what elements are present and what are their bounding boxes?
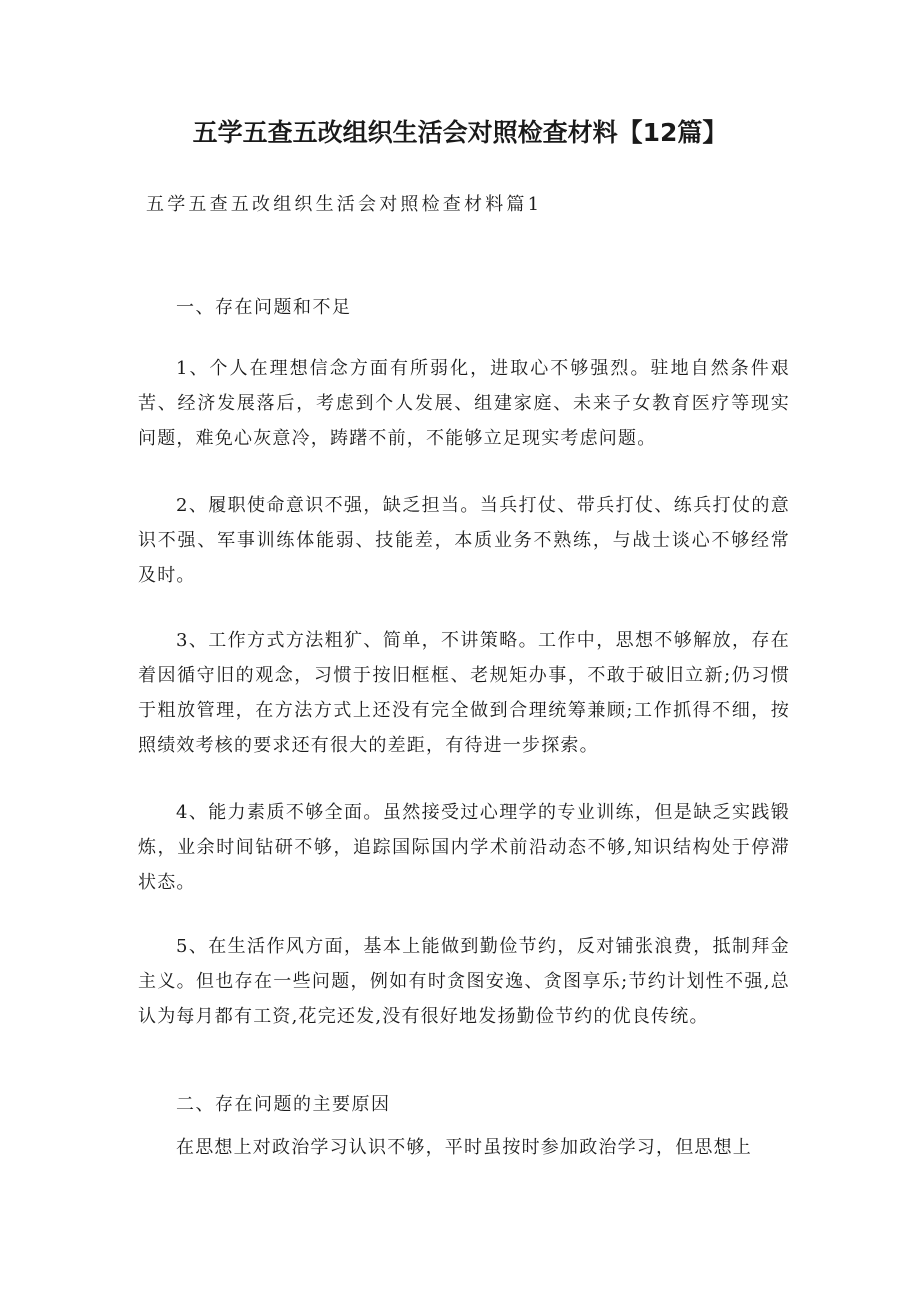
document-subtitle: 五学五查五改组织生活会对照检查材料篇1 <box>146 194 543 215</box>
paragraph-1: 1、个人在理想信念方面有所弱化，进取心不够强烈。驻地自然条件艰苦、经济发展落后，考虑到个人发展、组建家庭、未来子女教育医疗等现实问题，难免心灰意冷，踌躇不前，不能够立足现实考虑问题。 <box>138 358 790 449</box>
paragraph-4: 4、能力素质不够全面。虽然接受过心理学的专业训练，但是缺乏实践锻炼，业余时间钻研不够，追踪国际国内学术前沿动态不够,知识结构处于停滞状态。 <box>138 802 790 893</box>
paragraph-5: 5、在生活作风方面，基本上能做到勤俭节约，反对铺张浪费，抵制拜金主义。但也存在一些问题，例如有时贪图安逸、贪图享乐;节约计划性不强,总认为每月都有工资,花完还发,没有很好地发扬勤俭节约的优良传统。 <box>138 936 790 1027</box>
paragraph-2: 2、履职使命意识不强，缺乏担当。当兵打仗、带兵打仗、练兵打仗的意识不强、军事训练体能弱、技能差，本质业务不熟练，与战士谈心不够经常及时。 <box>138 495 790 586</box>
section-heading-causes: 二、存在问题的主要原因 <box>176 1094 391 1115</box>
document-title: 五学五查五改组织生活会对照检查材料【12篇】 <box>192 118 728 147</box>
paragraph-6: 在思想上对政治学习认识不够，平时虽按时参加政治学习，但思想上 <box>176 1137 752 1158</box>
paragraph-3: 3、工作方式方法粗犷、简单，不讲策略。工作中，思想不够解放，存在着因循守旧的观念，习惯于按旧框框、老规矩办事，不敢于破旧立新;仍习惯于粗放管理，在方法方式上还没有完全做到合理统筹兼顾;工作抓得不细，按照绩效考核的要求还有很大的差距，有待进一步探索。 <box>138 630 790 756</box>
section-heading-problems: 一、存在问题和不足 <box>176 297 352 318</box>
